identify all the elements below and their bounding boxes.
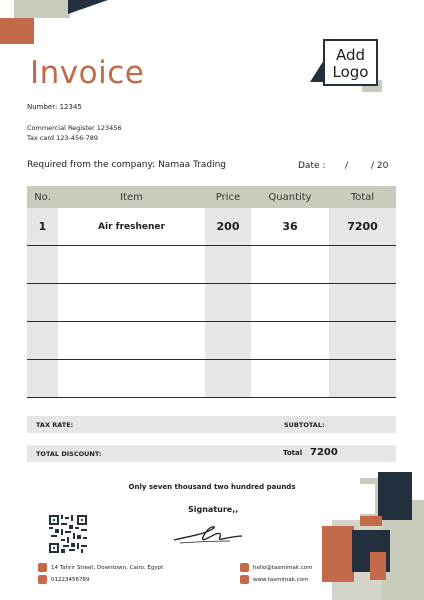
signature-scribble xyxy=(170,520,246,546)
tax-bar xyxy=(27,416,396,433)
cell-total: 7200 xyxy=(329,208,396,245)
header-no: No. xyxy=(34,191,51,203)
phone-text: 01223456789 xyxy=(51,576,90,583)
date-year: / 20 xyxy=(371,161,389,171)
cell-quantity xyxy=(251,360,329,397)
globe-icon xyxy=(240,575,249,584)
qr-code xyxy=(49,515,87,553)
address-text: 14 Tahrir Street, Downtown, Cairo, Egypt xyxy=(51,564,164,571)
location-icon xyxy=(38,563,47,572)
cell-total xyxy=(329,246,396,283)
decor-block xyxy=(370,552,386,580)
contact-email xyxy=(240,563,312,572)
cell-no xyxy=(27,360,58,397)
items-table xyxy=(27,186,396,398)
cell-total xyxy=(329,322,396,359)
table-header xyxy=(27,186,396,208)
cell-item xyxy=(58,360,205,397)
cell-item xyxy=(58,322,205,359)
cell-price xyxy=(205,322,251,359)
logo-decor xyxy=(310,60,324,82)
cell-total xyxy=(329,284,396,321)
contact-address xyxy=(38,563,163,572)
invoice-number: Number: 12345 xyxy=(27,103,82,111)
invoice-title: Invoice xyxy=(30,55,145,91)
date-separator: / xyxy=(345,161,349,171)
phone-icon xyxy=(38,575,47,584)
cell-item xyxy=(58,246,205,283)
decor-block xyxy=(0,18,34,44)
logo-line: Logo xyxy=(332,63,369,81)
decor-block xyxy=(360,516,382,526)
date-label: Date : xyxy=(298,161,326,171)
header-price: Price xyxy=(215,191,241,203)
cell-item: Air freshener xyxy=(58,208,205,245)
table-row xyxy=(27,360,396,398)
cell-total xyxy=(329,360,396,397)
decor-block xyxy=(322,526,354,582)
commercial-register: Commercial Register 123456 xyxy=(27,124,122,132)
logo-placeholder xyxy=(323,39,378,86)
decor-triangle xyxy=(68,0,108,14)
cell-no xyxy=(27,322,58,359)
cell-quantity: 36 xyxy=(251,208,329,245)
table-row xyxy=(27,322,396,360)
tax-card: Tax card 123-456-789 xyxy=(27,134,99,142)
header-quantity: Quantity xyxy=(268,191,312,203)
cell-no xyxy=(27,246,58,283)
contact-website xyxy=(240,575,308,584)
cell-item xyxy=(58,284,205,321)
cell-price xyxy=(205,246,251,283)
table-row xyxy=(27,208,396,246)
tax-rate-label: TAX RATE: xyxy=(36,421,74,429)
cell-quantity xyxy=(251,322,329,359)
total-value: 7200 xyxy=(310,447,338,458)
subtotal-label: SUBTOTAL: xyxy=(284,421,325,429)
cell-quantity xyxy=(251,246,329,283)
decor-block xyxy=(347,484,375,514)
logo-line: Add xyxy=(335,46,366,64)
decor-block xyxy=(14,0,70,18)
header-total: Total xyxy=(350,191,375,203)
table-row xyxy=(27,284,396,322)
cell-no: 1 xyxy=(27,208,58,245)
header-item: Item xyxy=(120,191,143,203)
website-text: www.tasmimak.com xyxy=(253,576,309,583)
email-text: hello@tasmimak.com xyxy=(253,564,313,571)
contact-phone xyxy=(38,575,90,584)
cell-price: 200 xyxy=(205,208,251,245)
email-icon xyxy=(240,563,249,572)
cell-price xyxy=(205,360,251,397)
cell-price xyxy=(205,284,251,321)
cell-quantity xyxy=(251,284,329,321)
total-discount-label: TOTAL DISCOUNT: xyxy=(36,450,102,458)
signature-label: Signature,, xyxy=(188,505,239,514)
amount-in-words: Only seven thousand two hundred paunds xyxy=(128,483,296,491)
company-line: Required from the company: Namaa Trading xyxy=(27,160,226,170)
table-row xyxy=(27,246,396,284)
decor-block xyxy=(378,472,412,520)
total-label: Total xyxy=(283,449,303,457)
cell-no xyxy=(27,284,58,321)
